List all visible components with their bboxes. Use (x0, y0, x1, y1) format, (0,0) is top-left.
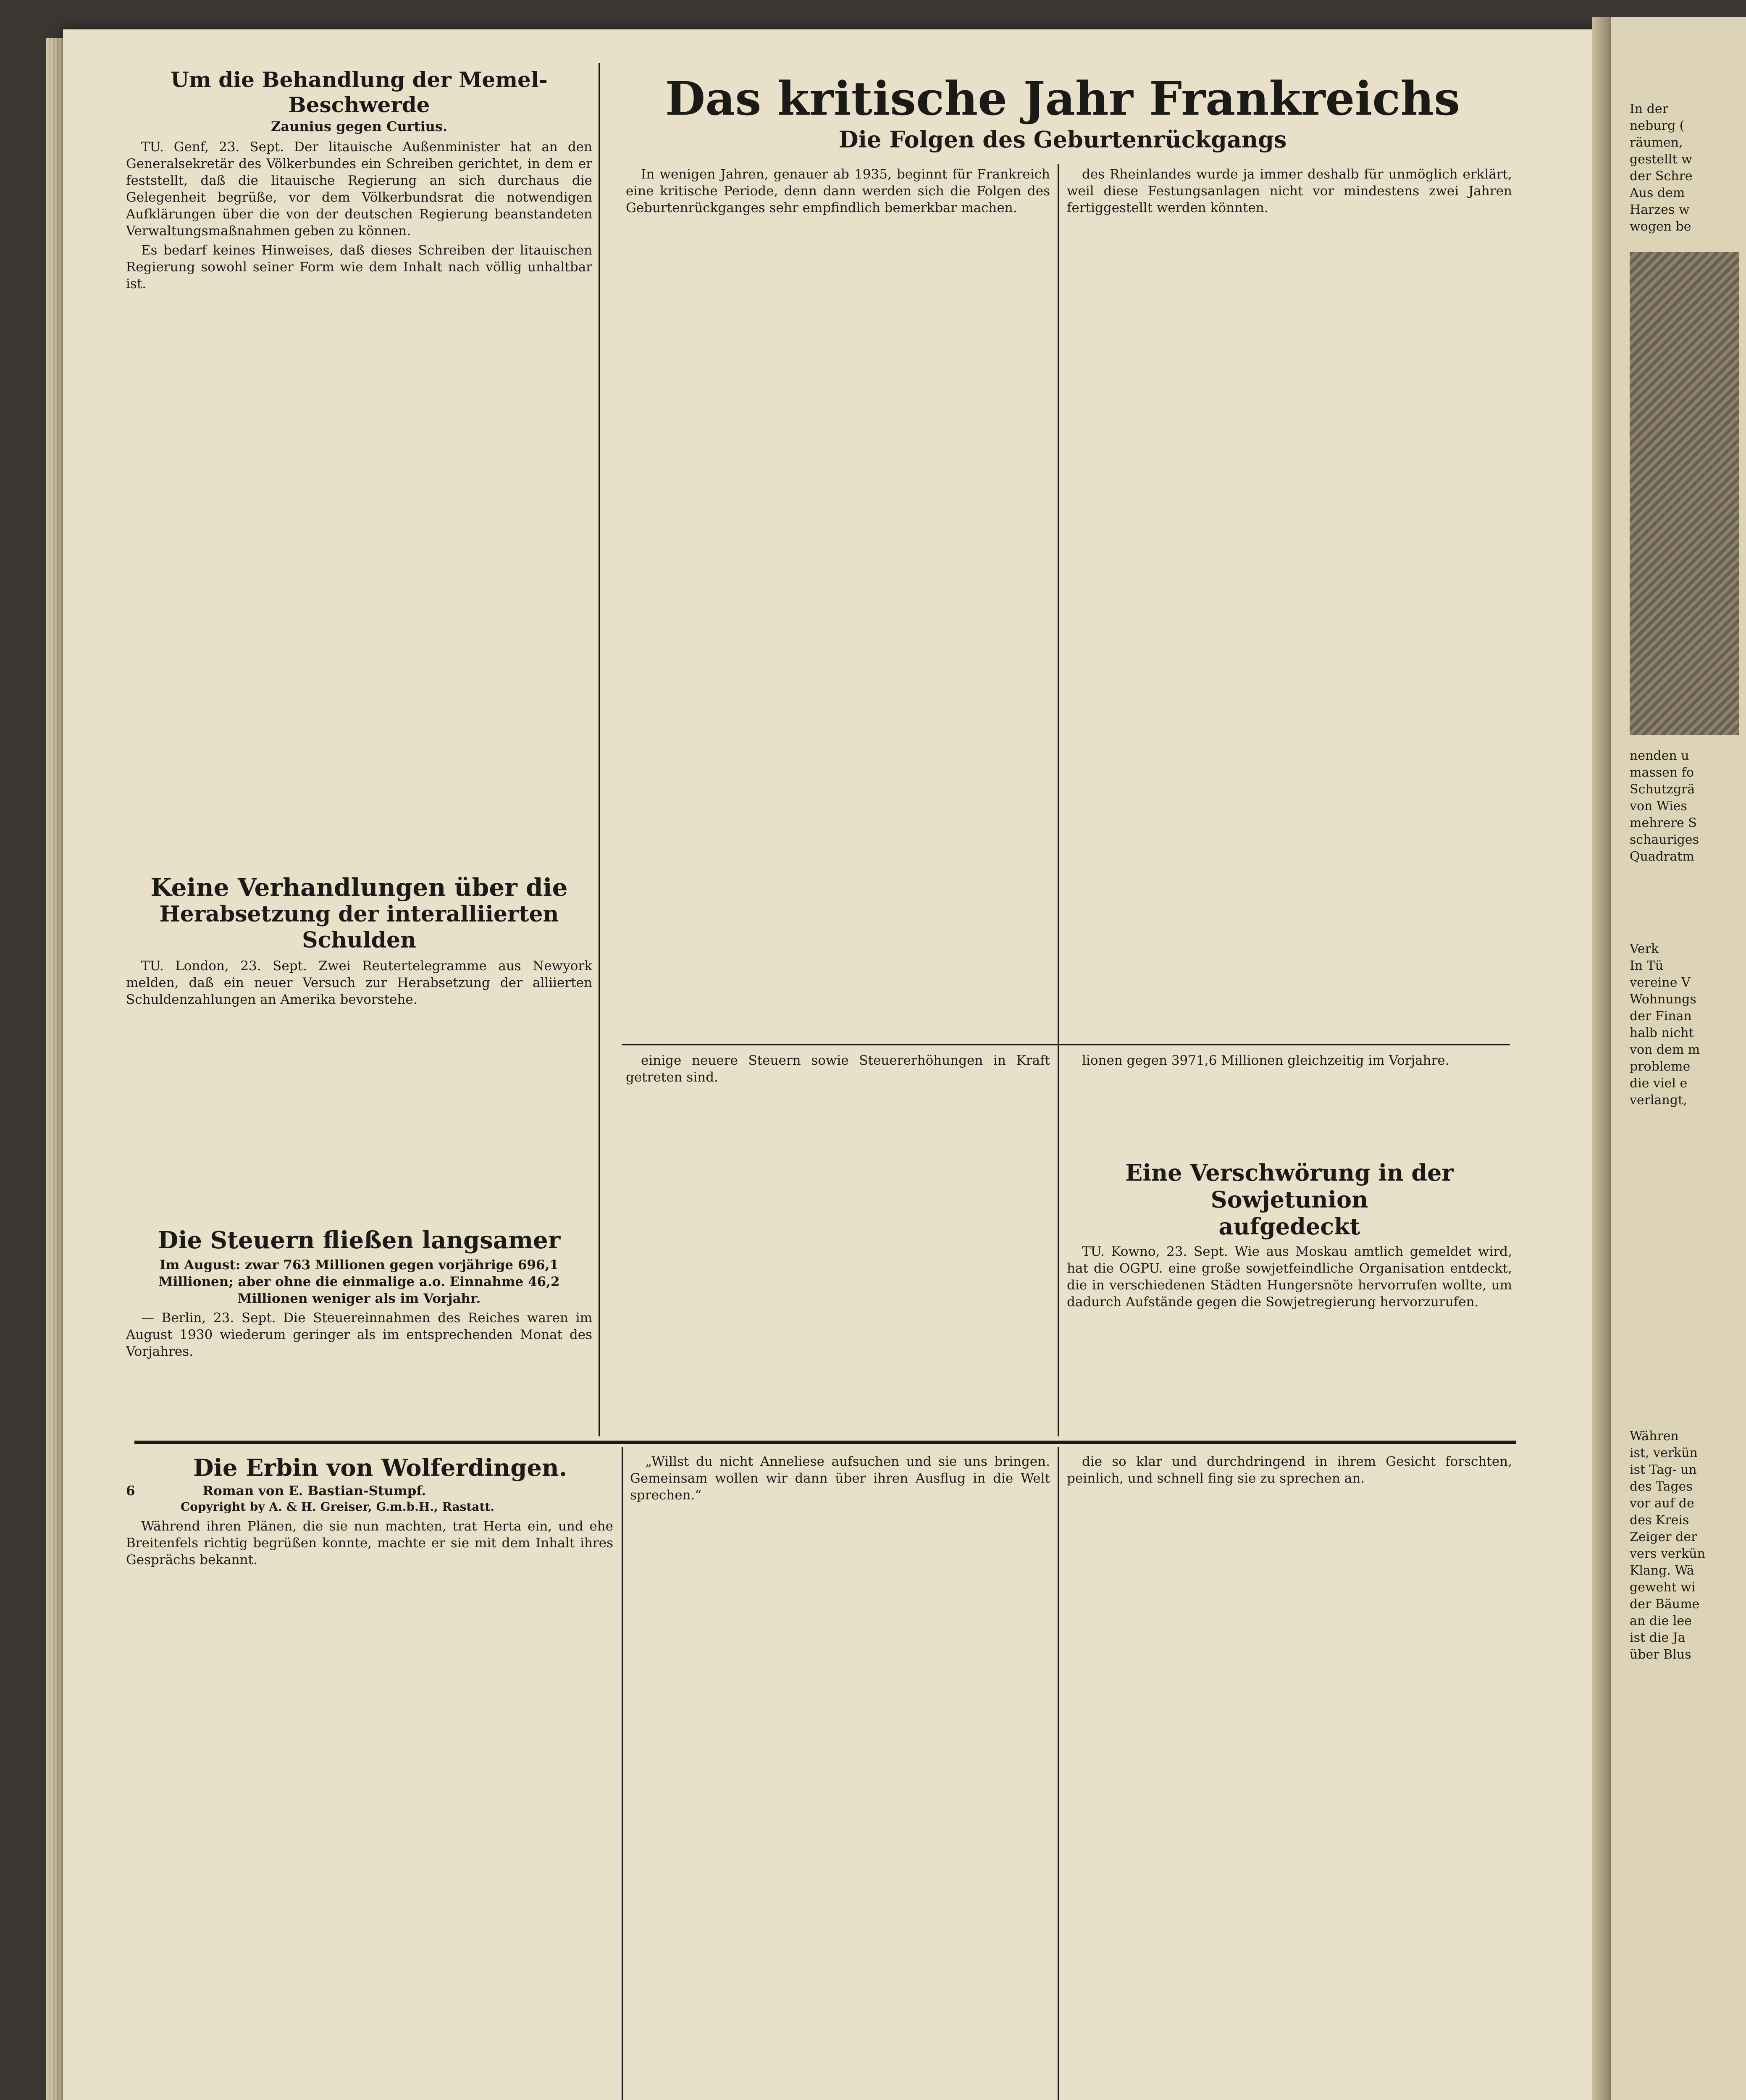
memel-article (126, 67, 592, 874)
roman-text-3: die so klar und durchdringend in ihrem Gesicht forschten, peinlich, und schnell fing sie zu sprechen an. (1067, 1454, 1512, 1486)
memel-subtitle: Zaunius gegen Curtius. (270, 118, 448, 134)
facing-page-text-low: Verk In Tü vereine V Wohnungs der Finan halb nicht von dem m probleme die viel e verlangt, (1630, 942, 1700, 1108)
facing-page-photo (1630, 252, 1739, 735)
frankreich-text-1: In wenigen Jahren, genauer ab 1935, beginnt für Frankreich eine kritische Periode, denn dann werden sich die Folgen des Geburtenrückganges sehr empfindlich bemerkbar machen. (626, 167, 1050, 215)
column-rule (1058, 164, 1059, 1058)
horizontal-rule (622, 1044, 1510, 1045)
schulden-title-1: Keine Verhandlungen über die (150, 874, 568, 902)
frankreich-column-1 (626, 166, 1050, 1040)
column-rule (1058, 1447, 1059, 2100)
roman-byline: Roman von E. Bastian-Stumpf. (202, 1483, 426, 1499)
steuern-title: Die Steuern fließen langsamer (158, 1226, 561, 1254)
roman-column-2 (630, 1453, 1050, 2100)
column-rule (622, 1447, 623, 2100)
sowjet-title-1: Eine Verschwörung in der Sowjetunion (1125, 1159, 1454, 1213)
steuern-cont-text-1: einige neuere Steuern sowie Steuererhöhungen in Kraft getreten sind. (626, 1053, 1050, 1085)
frankreich-column-2 (1067, 166, 1512, 1040)
sowjet-paragraph-1: TU. Kowno, 23. Sept. Wie aus Moskau amtlich gemeldet wird, hat die OGPU. eine große sowjetfeindliche Organisation entdeckt, die in verschiedenen Städten Hungersnöte hervorrufen wollte, um dadurch Aufstände gegen die Sowjetregierung hervorzurufen. (1067, 1244, 1512, 1310)
steuern-continuation-2 (1067, 1052, 1512, 1157)
frankreich-header (605, 71, 1520, 168)
frankreich-title: Das kritische Jahr Frankreichs (665, 71, 1460, 126)
memel-title: Um die Behandlung der Memel-Beschwerde (171, 67, 548, 117)
steuern-lead: Im August: zwar 763 Millionen gegen vorjährige 696,1 Millionen; aber ohne die einmalige a.o. Einnahme 46,2 Millionen weniger als im Vorjahr. (158, 1257, 560, 1306)
sowjet-article (1067, 1159, 1512, 1438)
frankreich-text-2: des Rheinlandes wurde ja immer deshalb für unmöglich erklärt, weil diese Festungsanlagen nicht vor mindestens zwei Jahren fertiggestellt werden könnten. (1067, 167, 1512, 215)
schulden-article (126, 874, 592, 1218)
roman-column-1 (126, 1453, 613, 2100)
facing-page-text-mid: nenden u massen fo Schutzgrä von Wies mehrere S schauriges Quadratm (1630, 748, 1699, 864)
steuern-continuation-1 (626, 1052, 1050, 1438)
frankreich-subtitle: Die Folgen des Geburtenrückgangs (838, 126, 1287, 153)
steuern-article (126, 1226, 592, 1436)
column-rule (599, 63, 600, 1436)
roman-text-2: „Willst du nicht Anneliese aufsuchen und sie uns bringen. Gemeinsam wollen wir dann über ihren Ausflug in die Welt sprechen.“ (630, 1454, 1050, 1503)
facing-page-text-top: In der neburg ( räumen, gestellt w der Schre Aus dem Harzes w wogen be (1630, 102, 1693, 234)
steuern-paragraph-1: — Berlin, 23. Sept. Die Steuereinnahmen des Reiches waren im August 1930 wiederum geringer als im entsprechenden Monat des Vorjahres. (126, 1310, 592, 1359)
column-rule (1058, 1046, 1059, 1436)
memel-paragraph-1: TU. Genf, 23. Sept. Der litauische Außenminister hat an den Generalsekretär des Völkerbundes ein Schreiben gerichtet, in dem er feststellt, daß die litauische Regierung an sich durchaus die Gelegenheit begrüße, vor dem Völkerbundsrat die notwendigen Aufklärungen über die von der deutschen Regierung beanstandeten Verwaltungsmaßnahmen geben zu können. (126, 139, 592, 239)
section-rule (134, 1441, 1516, 1444)
facing-page-text-bottom: Währen ist, verkün ist Tag- un des Tages vor auf de des Kreis Zeiger der vers verkün Klang. Wä geweht wi der Bäume an die lee ist die Ja über Blus (1630, 1429, 1705, 1662)
roman-number: 6 (126, 1483, 135, 1499)
roman-column-3 (1067, 1453, 1512, 2100)
roman-copyright: Copyright by A. & H. Greiser, G.m.b.H., Rastatt. (181, 1500, 495, 1514)
steuern-cont-text-2: lionen gegen 3971,6 Millionen gleichzeitig im Vorjahre. (1082, 1053, 1449, 1068)
roman-title: Die Erbin von Wolferdingen. (193, 1454, 567, 1482)
sowjet-title-2: aufgedeckt (1218, 1213, 1360, 1240)
memel-paragraph-2: Es bedarf keines Hinweises, daß dieses Schreiben der litauischen Regierung sowohl seiner Form wie dem Inhalt nach völlig unhaltbar ist. (126, 243, 592, 291)
schulden-paragraph-1: TU. London, 23. Sept. Zwei Reutertelegramme aus Newyork melden, daß ein neuer Versuch zur Herabsetzung der alliierten Schuldenzahlungen an Amerika bevorstehe. (126, 958, 592, 1007)
schulden-title-2: Herabsetzung der interalliierten Schulden (159, 901, 559, 953)
roman-text-1: Während ihren Plänen, die sie nun machten, trat Herta ein, und ehe Breitenfels richtig begrüßen konnte, machte er sie mit dem Inhalt ihres Gesprächs bekannt. (126, 1519, 613, 1567)
